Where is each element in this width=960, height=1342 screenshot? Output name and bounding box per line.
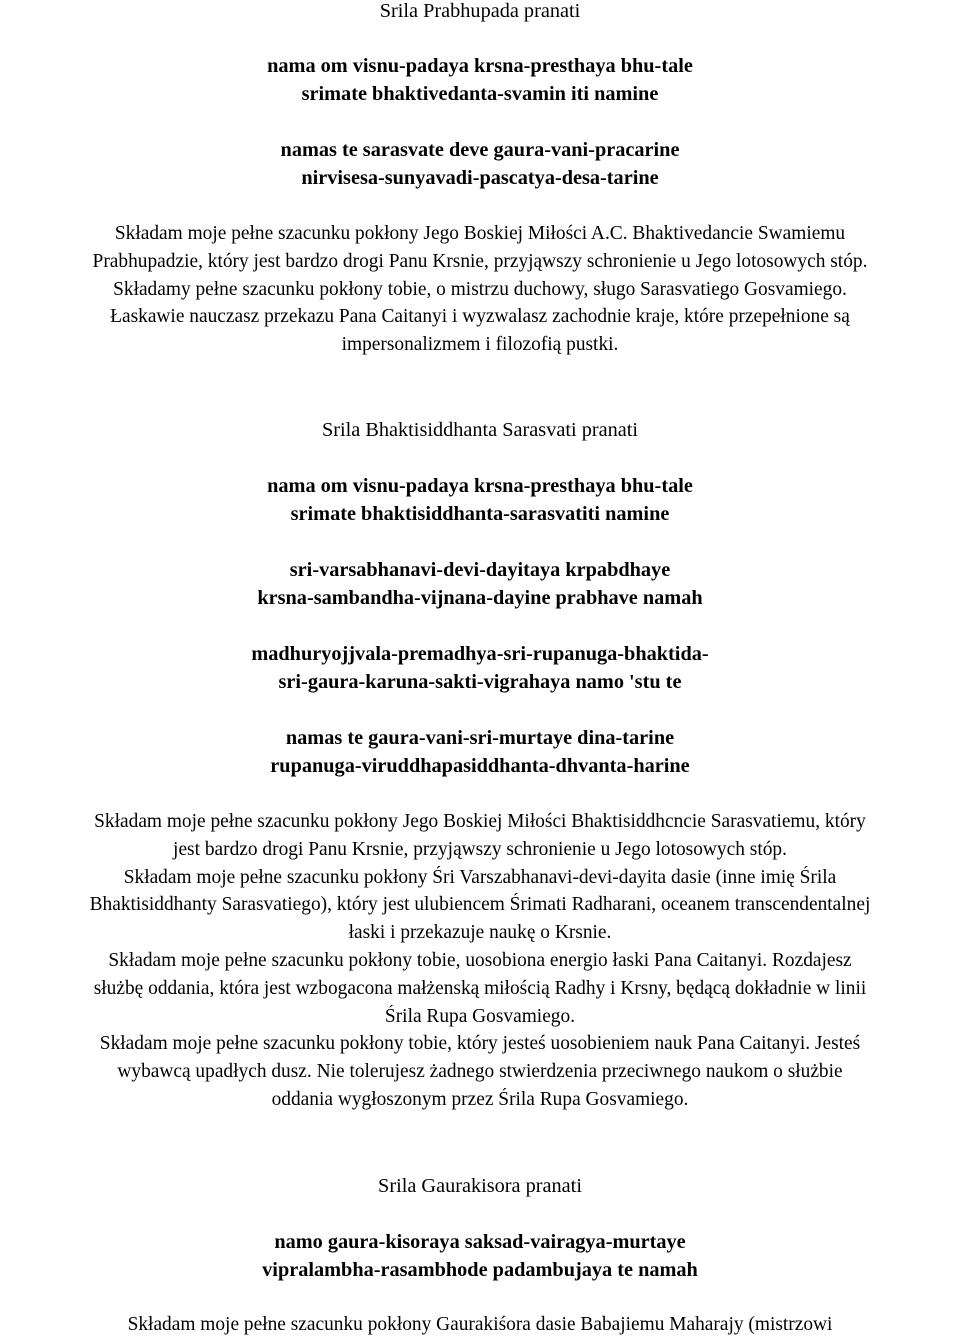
translation-line: Prabhupadzie, który jest bardzo drogi Panu Krsnie, przyjąwszy schronienie u Jego lotosowych stóp. xyxy=(92,250,868,272)
translation-line: jest bardzo drogi Panu Krsnie, przyjąwszy schronienie u Jego lotosowych stóp. xyxy=(173,838,787,860)
verse-line: madhuryojjvala-premadhya-sri-rupanuga-bhaktida- xyxy=(251,643,709,665)
section-heading-prabhupada xyxy=(0,0,960,25)
translation-line: służbę oddania, która jest wzbogacona małżenską miłością Radhy i Krsny, będącą dokładnie w linii xyxy=(93,977,867,999)
translation-line: Składam moje pełne szacunku pokłony tobie, który jesteś uosobieniem nauk Pana Caitanyi. Jesteś xyxy=(99,1033,861,1055)
translation-line: Składam moje pełne szacunku pokłony tobie, uosobiona energio łaski Pana Caitanyi. Rozdajesz xyxy=(108,949,852,971)
translation-line: oddania wygłoszonym przez Śrila Rupa Gosvamiego. xyxy=(271,1088,689,1110)
translation-line: Składam moje pełne szacunku pokłony Śri Varszabhanavi-devi-dayita dasie (inne imię Śrila xyxy=(123,866,837,888)
verse-line: sri-varsabhanavi-devi-dayitaya krpabdhaye xyxy=(289,559,671,581)
translation-line: Składam moje pełne szacunku pokłony Gaurakiśora dasie Babajiemu Maharajy (mistrzowi xyxy=(127,1314,833,1335)
section-heading: Srila Bhaktisiddhanta Sarasvati pranati xyxy=(321,419,639,441)
translation-line: Śrila Rupa Gosvamiego. xyxy=(384,1005,576,1027)
section-heading: Srila Gaurakisora pranati xyxy=(378,1175,582,1197)
translation-line: Bhaktisiddhanty Sarasvatiego), który jest ulubiencem Śrimati Radharani, oceanem transcendentalnej xyxy=(89,894,871,916)
translation-line: Składam moje pełne szacunku pokłony Jego Boskiej Miłości A.C. Bhaktivedancie Swamiemu xyxy=(114,223,846,244)
translation-line: łaski i przekazuje naukę o Krsnie. xyxy=(348,922,612,944)
verse-line: nirvisesa-sunyavadi-pascatya-desa-tarine xyxy=(301,167,659,189)
translation-paragraph xyxy=(0,220,960,359)
translation-line: Składam moje pełne szacunku pokłony Jego Boskiej Miłości Bhaktisiddhcncie Sarasvatiemu, który xyxy=(94,811,866,832)
translation-line: Łaskawie nauczasz przekazu Pana Caitanyi i wyzwalasz zachodnie kraje, które przepełnione są xyxy=(110,306,850,328)
verse-stanza xyxy=(0,472,960,528)
verse-line: nama om visnu-padaya krsna-presthaya bhu-tale xyxy=(267,55,693,77)
verse-stanza xyxy=(0,52,960,108)
verse-line: vipralambha-rasambhode padambujaya te namah xyxy=(262,1259,698,1281)
translation-line: Składamy pełne szacunku pokłony tobie, o mistrzu duchowy, sługo Sarasvatiego Gosvamiego. xyxy=(113,278,847,300)
verse-line: namas te sarasvate deve gaura-vani-pracarine xyxy=(280,139,680,161)
translation-line: impersonalizmem i filozofią pustki. xyxy=(341,334,619,356)
verse-stanza xyxy=(0,724,960,780)
verse-stanza xyxy=(0,1228,960,1284)
section-heading-gaurakisora xyxy=(0,1172,960,1200)
translation-paragraph xyxy=(0,1311,960,1339)
verse-line: srimate bhaktisiddhanta-sarasvatiti namine xyxy=(290,503,670,525)
verse-line: sri-gaura-karuna-sakti-vigrahaya namo 'stu te xyxy=(278,671,682,693)
translation-paragraph xyxy=(0,808,960,1114)
section-heading: Srila Prabhupada pranati xyxy=(379,0,581,22)
translation-line: wybawcą upadłych dusz. Nie tolerujesz żadnego stwierdzenia przeciwnego naukom o służbie xyxy=(117,1061,843,1083)
verse-line: srimate bhaktivedanta-svamin iti namine xyxy=(301,83,659,105)
section-heading-bhaktisiddhanta xyxy=(0,416,960,444)
verse-line: krsna-sambandha-vijnana-dayine prabhave namah xyxy=(257,587,703,609)
verse-line: namo gaura-kisoraya saksad-vairagya-murtaye xyxy=(274,1231,686,1253)
verse-line: rupanuga-viruddhapasiddhanta-dhvanta-harine xyxy=(270,755,690,777)
verse-stanza xyxy=(0,640,960,696)
verse-stanza xyxy=(0,556,960,612)
verse-line: nama om visnu-padaya krsna-presthaya bhu-tale xyxy=(267,475,693,497)
verse-line: namas te gaura-vani-sri-murtaye dina-tarine xyxy=(285,727,675,749)
verse-stanza xyxy=(0,136,960,192)
